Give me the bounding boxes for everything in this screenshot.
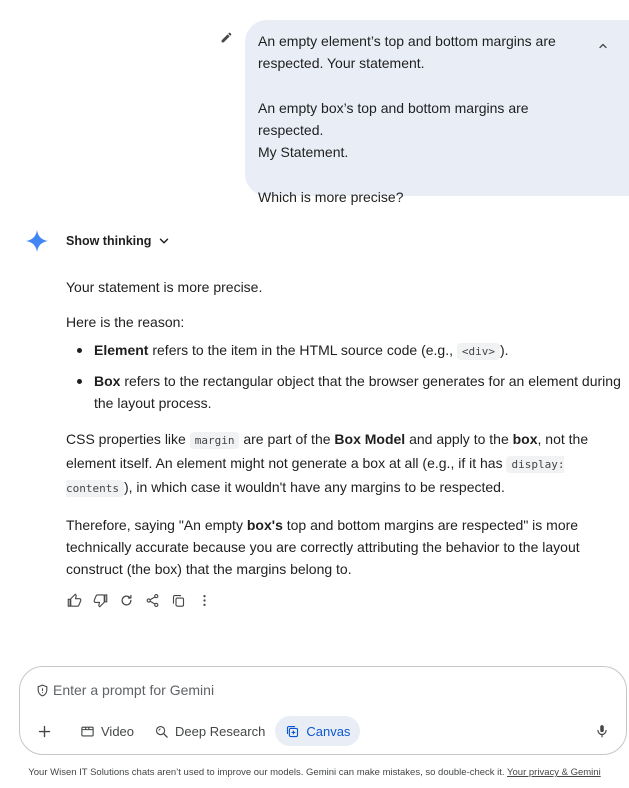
bad-response-button[interactable] <box>90 590 110 610</box>
more-options-button[interactable] <box>194 590 214 610</box>
response-paragraph: Here is the reason: <box>66 314 185 330</box>
footer-disclaimer <box>0 767 629 778</box>
inline-code: <div> <box>457 343 500 360</box>
copy-icon <box>171 593 186 608</box>
share-icon <box>145 593 160 608</box>
gemini-logo-icon <box>26 230 48 252</box>
list-item <box>66 339 629 363</box>
regenerate-button[interactable] <box>116 590 136 610</box>
pencil-icon <box>220 31 233 44</box>
video-icon <box>80 724 95 739</box>
response-paragraph: CSS properties like margin are part of the Box Model and apply to the box, not the element itself. An element might not generate a box at all (e.g., if it has display: contents ), in which case it wouldn't have any margins to be respected. <box>66 431 589 495</box>
response-paragraph: Your statement is more precise. <box>66 279 263 295</box>
canvas-tool-label: Canvas <box>306 723 351 739</box>
deep-research-icon <box>154 724 169 739</box>
inline-code: display: contents <box>66 458 565 495</box>
share-button[interactable] <box>142 590 162 610</box>
user-message-line: respected. Your statement. <box>258 55 425 71</box>
user-message-area <box>0 20 629 205</box>
video-tool-button[interactable] <box>70 716 144 746</box>
response-actions <box>64 590 214 610</box>
copy-button[interactable] <box>168 590 188 610</box>
user-message-line: Which is more precise? <box>258 189 404 205</box>
user-message-line: An empty element’s top and bottom margins are <box>258 33 556 49</box>
show-thinking-label: Show thinking <box>66 234 152 248</box>
prompt-box <box>19 666 627 755</box>
list-text: refers to the rectangular object that the browser generates for an element during the layout process. <box>94 373 621 411</box>
microphone-button[interactable] <box>592 721 612 741</box>
good-response-button[interactable] <box>64 590 84 610</box>
inline-code: margin <box>190 432 240 449</box>
response-list <box>66 339 629 414</box>
user-message-line: My Statement. <box>258 144 349 160</box>
user-message-bubble <box>245 20 629 205</box>
add-attachment-button[interactable] <box>32 719 56 743</box>
model-response <box>66 276 629 580</box>
response-paragraph: Therefore, saying "An empty box's top and bottom margins are respected" is more technically accurate because you are correctly attributing the behavior to the layout construct (the box) that the margins belong to. <box>66 517 580 577</box>
list-text: refers to the item in the HTML source code (e.g., <box>148 342 457 358</box>
edit-message-button[interactable] <box>217 28 235 46</box>
video-tool-label: Video <box>101 723 135 739</box>
footer-text: Your Wisen IT Solutions chats aren’t used to improve our models. Gemini can make mistakes, so double-check it. <box>28 767 508 778</box>
bold-text: Element <box>94 342 149 358</box>
show-thinking-toggle[interactable] <box>66 232 171 250</box>
deep-research-tool-label: Deep Research <box>175 723 266 739</box>
thumb-down-icon <box>93 593 108 608</box>
chevron-down-icon <box>157 234 171 248</box>
refresh-icon <box>119 593 134 608</box>
prompt-input[interactable] <box>53 682 553 698</box>
list-text: ). <box>499 342 509 358</box>
bold-text: Box <box>94 373 121 389</box>
thumb-up-icon <box>67 593 82 608</box>
privacy-link[interactable]: Your privacy & Gemini <box>507 767 601 778</box>
canvas-tool-button[interactable] <box>275 716 360 746</box>
list-item <box>66 370 629 414</box>
collapse-message-button[interactable] <box>594 37 612 55</box>
more-vert-icon <box>197 593 212 608</box>
prompt-row <box>36 682 553 698</box>
canvas-icon <box>285 724 300 739</box>
prompt-tools <box>32 715 360 747</box>
user-message-line: An empty box’s top and bottom margins are respected. <box>258 100 529 138</box>
deep-research-tool-button[interactable] <box>144 716 275 746</box>
chevron-up-icon <box>597 40 609 52</box>
plus-icon <box>37 724 52 739</box>
microphone-icon <box>595 724 609 738</box>
shield-icon <box>36 684 49 697</box>
